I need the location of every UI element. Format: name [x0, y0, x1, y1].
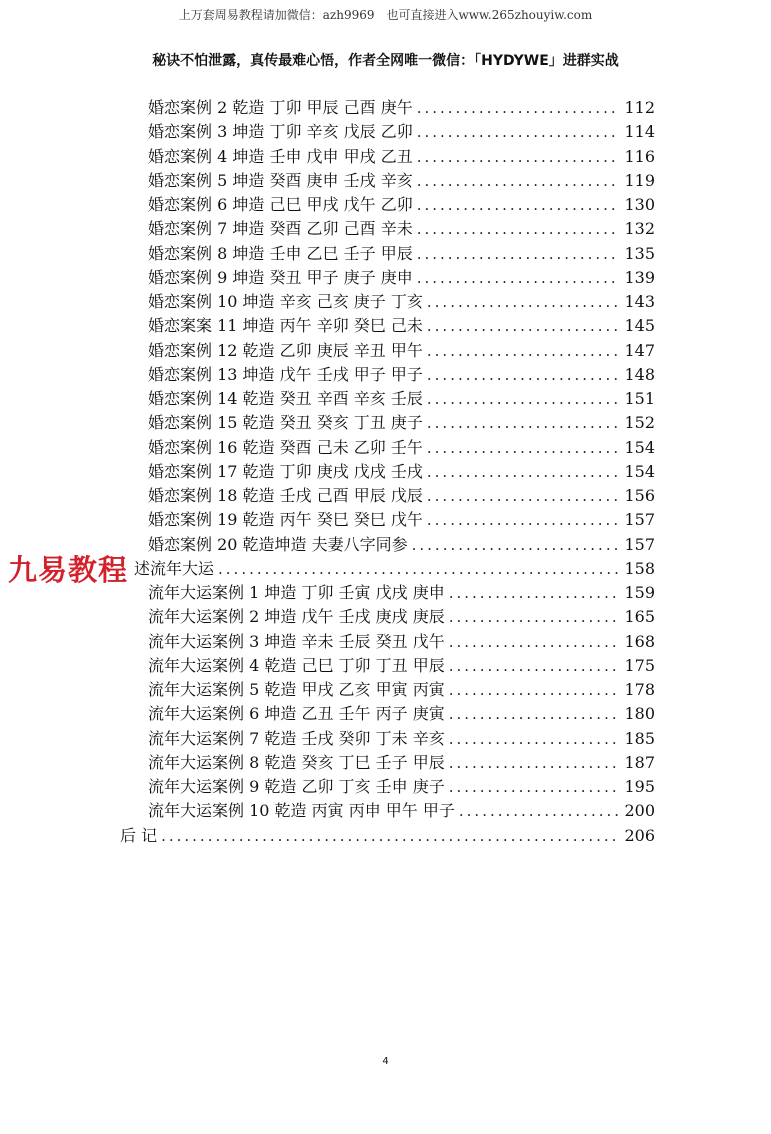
- toc-entry-title: 婚恋案例 3 坤造 丁卯 辛亥 戊辰 乙卯: [148, 122, 413, 142]
- toc-dot-leader: [427, 316, 621, 336]
- toc-dot-leader: [459, 801, 621, 821]
- toc-dot-leader: [417, 122, 621, 142]
- toc-entry-title: 流年大运案例 1 坤造 丁卯 壬寅 戊戌 庚申: [148, 583, 445, 602]
- toc-entry-title: 婚恋案例 10 坤造 辛亥 己亥 庚子 丁亥: [148, 292, 423, 311]
- toc-dot-leader: [427, 510, 621, 530]
- toc-dot-leader: [427, 413, 621, 433]
- toc-entry: [148, 288, 655, 312]
- toc-dot-leader: [427, 438, 621, 458]
- toc-entry: [134, 555, 655, 579]
- watermark-logo: 九易教程: [8, 553, 129, 587]
- header-promo-line: 上万套周易教程请加微信：azh9969 也可直接进入www.265zhouyiw.com: [178, 8, 593, 22]
- toc-dot-leader: [218, 559, 620, 579]
- toc-entry: [148, 506, 655, 530]
- toc-entry-title: 婚恋案例 6 坤造 己巳 甲戌 戊午 乙卯: [148, 195, 413, 214]
- toc-entry: [148, 652, 655, 676]
- toc-entry-title: 婚恋案例 12 乾造 乙卯 庚辰 辛丑 甲午: [148, 340, 423, 360]
- toc-dot-leader: [427, 462, 621, 482]
- toc-entry-page: 112: [624, 98, 655, 117]
- toc-entry: [148, 385, 655, 409]
- toc-entry-title: 婚恋案例 20 乾造坤造 夫妻八字同参: [148, 534, 408, 554]
- toc-dot-leader: [427, 341, 621, 361]
- toc-dot-leader: [161, 826, 620, 846]
- toc-entry-title: 流年大运案例 7 乾造 壬戌 癸卯 丁未 辛亥: [148, 728, 445, 748]
- toc-dot-leader: [449, 704, 621, 724]
- toc-entry-page: 157: [624, 510, 655, 530]
- toc-entry-page: 165: [624, 607, 655, 627]
- toc-entry-title: 婚恋案例 9 坤造 癸丑 甲子 庚子 庚申: [148, 267, 413, 287]
- toc-entry: [148, 191, 655, 215]
- toc-entry-page: 180: [624, 704, 655, 724]
- toc-dot-leader: [449, 656, 621, 676]
- toc-entry: [148, 312, 655, 336]
- toc-entry-title: 婚恋案例 8 坤造 壬申 乙巳 壬子 甲辰: [148, 243, 413, 263]
- toc-dot-leader: [417, 268, 621, 288]
- toc-entry-page: 154: [624, 437, 655, 457]
- toc-dot-leader: [417, 219, 621, 239]
- toc-entry-page: 154: [624, 461, 655, 481]
- toc-dot-leader: [427, 292, 621, 312]
- toc-entry: [148, 118, 655, 142]
- toc-entry-page: 195: [624, 777, 655, 796]
- toc-entry: [148, 725, 655, 749]
- toc-dot-leader: [417, 147, 621, 167]
- header-banner: 秘诀不怕泄露，真传最难心悟，作者全网唯一微信：「HYDYWE」进群实战: [152, 53, 619, 69]
- toc-entry-title: 流年大运案例 6 坤造 乙丑 壬午 丙子 庚寅: [148, 704, 445, 724]
- toc-entry-page: 147: [624, 340, 655, 360]
- toc-dot-leader: [449, 777, 621, 797]
- toc-entry-page: 119: [624, 170, 655, 190]
- toc-entry: [148, 603, 655, 627]
- toc-entry-page: 175: [624, 655, 655, 675]
- toc-entry: [148, 773, 655, 797]
- toc-entry: [148, 94, 655, 118]
- toc-dot-leader: [427, 486, 621, 506]
- toc-entry-page: 178: [624, 680, 655, 699]
- toc-entry-title: 婚恋案例 18 乾造 壬戌 己酉 甲辰 戊辰: [148, 486, 423, 505]
- toc-entry: [148, 434, 655, 458]
- toc-entry-page: 168: [624, 631, 655, 651]
- toc-entry: [148, 215, 655, 239]
- toc-entry-title: 流年大运案例 8 乾造 癸亥 丁巳 壬子 甲辰: [148, 752, 445, 772]
- toc-entry-title: 婚恋案例 17 乾造 丁卯 庚戌 戊戌 壬戌: [148, 461, 423, 481]
- toc-entry-title: 流年大运案例 2 坤造 戊午 壬戌 庚戌 庚辰: [148, 607, 445, 627]
- toc-entry-title: 婚恋案例 15 乾造 癸丑 癸亥 丁丑 庚子: [148, 413, 423, 433]
- toc-entry: [148, 531, 655, 555]
- toc-entry-title: 婚恋案案 11 坤造 丙午 辛卯 癸巳 己未: [148, 316, 423, 336]
- toc-entry-page: 132: [624, 219, 655, 239]
- toc-dot-leader: [449, 632, 621, 652]
- toc-entry-page: 187: [624, 752, 655, 772]
- toc-entry-title: 婚恋案例 4 坤造 壬申 戊申 甲戌 乙丑: [148, 146, 413, 166]
- toc-entry-page: 152: [624, 413, 655, 433]
- toc-entry-title: 流年大运案例 5 乾造 甲戌 乙亥 甲寅 丙寅: [148, 680, 445, 699]
- toc-entry: [148, 579, 655, 603]
- toc-entry-title: 婚恋案例 2 乾造 丁卯 甲辰 己酉 庚午: [148, 98, 413, 117]
- toc-entry-title: 后 记: [120, 825, 158, 845]
- toc-dot-leader: [417, 171, 621, 191]
- toc-entry-page: 151: [624, 389, 655, 408]
- toc-entry: [148, 482, 655, 506]
- toc-entry-page: 135: [624, 243, 655, 263]
- toc-entry-page: 206: [624, 825, 655, 845]
- toc-entry-page: 148: [624, 364, 655, 384]
- toc-entry: [148, 337, 655, 361]
- toc-entry: [120, 822, 655, 846]
- toc-entry: [148, 264, 655, 288]
- toc-entry-page: 139: [624, 267, 655, 287]
- toc-entry-title: 述流年大运: [134, 558, 215, 578]
- toc-entry: [148, 676, 655, 700]
- toc-entry-title: 流年大运案例 10 乾造 丙寅 丙申 甲午 甲子: [148, 801, 455, 821]
- toc-entry: [148, 167, 655, 191]
- toc-entry-page: 156: [624, 486, 655, 505]
- toc-entry-page: 116: [624, 146, 655, 166]
- toc-dot-leader: [427, 389, 621, 409]
- toc-dot-leader: [427, 365, 621, 385]
- toc-entry-title: 流年大运案例 4 乾造 己巳 丁卯 丁丑 甲辰: [148, 655, 445, 675]
- toc-entry-page: 157: [624, 534, 655, 554]
- toc-entry: [148, 749, 655, 773]
- toc-dot-leader: [417, 195, 621, 215]
- toc-entry-page: 185: [624, 728, 655, 748]
- toc-dot-leader: [412, 535, 621, 555]
- toc-entry-page: 158: [624, 558, 655, 578]
- toc-entry: [148, 240, 655, 264]
- toc-dot-leader: [449, 753, 621, 773]
- toc-entry: [148, 797, 655, 821]
- toc-dot-leader: [449, 729, 621, 749]
- toc-entry: [148, 628, 655, 652]
- toc-entry: [148, 700, 655, 724]
- page-number: 4: [382, 1056, 389, 1067]
- toc-dot-leader: [449, 607, 621, 627]
- toc-entry-page: 114: [624, 122, 655, 142]
- toc-entry-title: 流年大运案例 3 坤造 辛未 壬辰 癸丑 戊午: [148, 631, 445, 651]
- toc-entry-page: 200: [624, 801, 655, 821]
- toc-dot-leader: [449, 680, 621, 700]
- toc-entry-title: 婚恋案例 19 乾造 丙午 癸巳 癸巳 戊午: [148, 510, 423, 530]
- toc-dot-leader: [417, 98, 621, 118]
- toc-entry-title: 婚恋案例 5 坤造 癸酉 庚申 壬戌 辛亥: [148, 170, 413, 190]
- toc-entry-page: 159: [624, 583, 655, 602]
- toc-entry-title: 婚恋案例 14 乾造 癸丑 辛酉 辛亥 壬辰: [148, 389, 423, 408]
- toc-entry-page: 143: [624, 292, 655, 311]
- toc-entry-title: 流年大运案例 9 乾造 乙卯 丁亥 壬申 庚子: [148, 777, 445, 796]
- toc-entry-title: 婚恋案例 13 坤造 戊午 壬戌 甲子 甲子: [148, 364, 423, 384]
- toc-entry-page: 145: [624, 316, 655, 336]
- toc-entry-title: 婚恋案例 7 坤造 癸酉 乙卯 己酉 辛未: [148, 219, 413, 239]
- toc-entry: [148, 409, 655, 433]
- toc-entry: [148, 458, 655, 482]
- toc-entry: [148, 143, 655, 167]
- toc-entry-title: 婚恋案例 16 乾造 癸酉 己未 乙卯 壬午: [148, 437, 423, 457]
- toc-entry: [148, 361, 655, 385]
- toc-entry-page: 130: [624, 195, 655, 214]
- toc-dot-leader: [449, 583, 621, 603]
- toc-dot-leader: [417, 244, 621, 264]
